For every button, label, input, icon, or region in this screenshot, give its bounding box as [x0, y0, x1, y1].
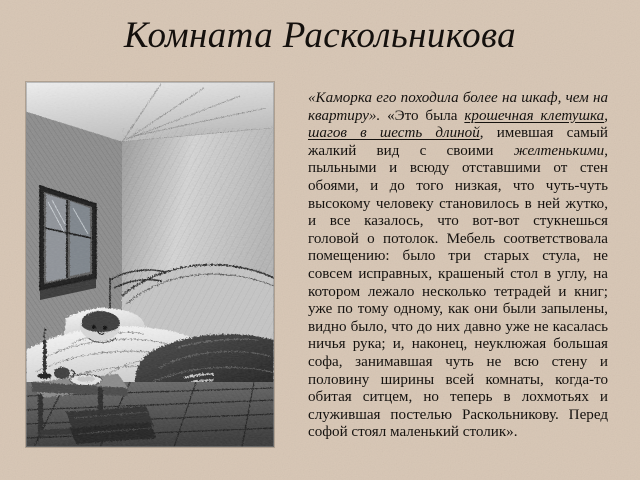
quote-text-block [308, 90, 608, 442]
quote-segment-2: крошечная клетушка [464, 107, 605, 124]
quote-segment-7: , пыльными и всюду отставшими от стен обоями, и до того низкая, что чуть-чуть высокому человеку становилось в ней жутко, и все казалось, что вот-вот стукнешься головой о потолок. Мебель соответствовала помещению: было три старых стула, не совсем исправных, крашеный стол в углу, на котором лежало несколько тетрадей и книг; уже по тому одному, как они были запылены, видно было, что до них давно уже не касалась ничья рука; и, наконец, неуклюжая большая софа, занимавшая чуть не всю стену и половину ширины всей комнаты, когда-то обитая ситцем, но теперь в лохмотьях и служившая постелью Раскольникову. Перед софой стоял маленький столик». [308, 142, 608, 441]
quote-segment-1: «Это была [387, 107, 465, 124]
illustration-raskolnikov-room [26, 82, 274, 447]
slide-title: Комната Раскольникова [123, 15, 517, 56]
quote-segment-5: , имевшая самый жалкий вид с своими [308, 125, 608, 159]
quote-segment-0: «Каморка его походила более на шкаф, чем на квартиру». [308, 90, 608, 124]
quote-segment-4: шагов в шесть длиной [308, 125, 480, 142]
quote-segment-3: , [604, 107, 608, 124]
quote-segment-6: желтенькими [513, 142, 605, 159]
